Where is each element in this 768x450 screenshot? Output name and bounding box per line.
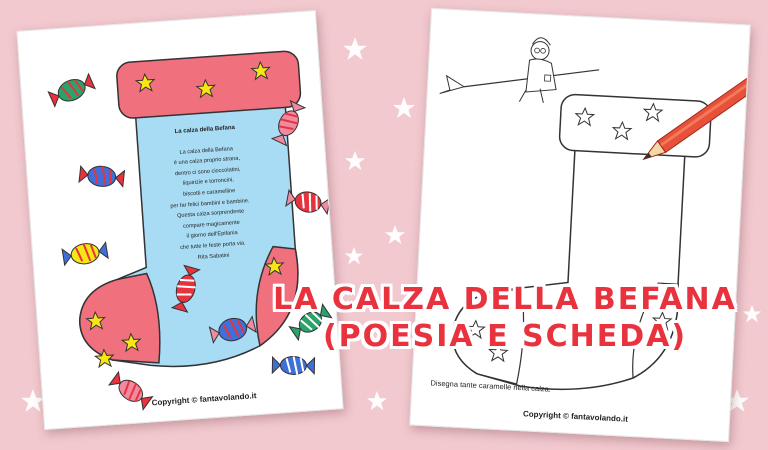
copyright-text: Copyright © fantavolando.it [522,409,629,424]
background-star-icon [344,150,366,172]
background-star-icon [392,96,416,120]
poem-line: che tutte le feste porta via. [179,240,246,251]
poem-title: La calza della Befana [174,124,236,136]
poem-text [125,119,294,267]
poem-sheet [16,10,343,430]
poem-author: Rita Sabatini [197,252,230,261]
candy-icon [62,240,109,267]
poem-line: La calza della Befana [179,145,234,156]
background-star-icon [742,304,762,324]
background-star-icon [342,36,368,62]
candy-icon [79,164,125,188]
poem-line: Questa calza sorprendente [176,208,245,220]
poem-line: è una calza proprio strana, [173,155,241,167]
poem-line: biscotti e caramelline [182,188,236,198]
background-star-icon [344,246,364,266]
poem-line: il giorno dell'Epifania [186,230,238,240]
background-star-icon [366,390,388,412]
candy-icon [109,371,154,410]
title-line-sub: (POESIA E SCHEDA) [322,319,688,354]
candy-icon [48,72,96,108]
page-title [270,282,740,356]
outline-stocking-illustration [410,9,749,441]
candy-icon [272,356,314,375]
background-star-icon [384,224,406,246]
poem-line: compare magicamente [182,219,240,230]
coloring-instruction: Disegna tante caramelle nella calza. [430,378,552,394]
coloring-sheet [409,8,750,442]
poem-line: liquirizie e torroncini, [182,177,235,188]
title-line-main: LA CALZA DELLA BEFANA [273,282,737,317]
poem-line: per far felici bambini e bambine. [170,197,250,210]
poem-line: dentro ci sono cioccolatini, [174,166,241,178]
copyright-text: Copyright © fantavolando.it [151,391,257,408]
